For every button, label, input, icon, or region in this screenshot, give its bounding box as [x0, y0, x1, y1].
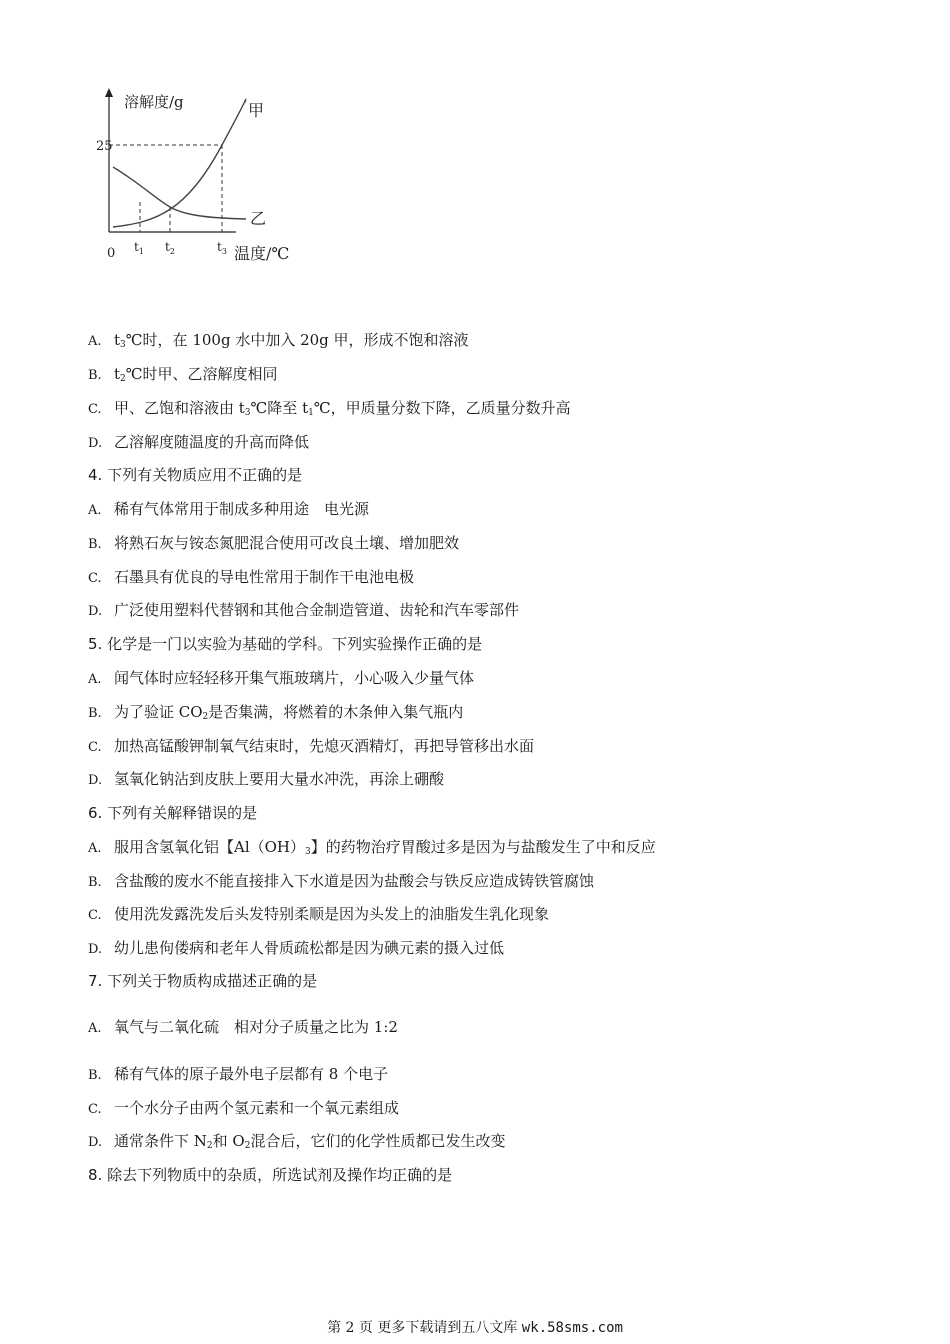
chart-svg — [96, 84, 306, 274]
q7-option-c: C. 一个水分子由两个氢元素和一个氧元素组成 — [88, 1099, 400, 1117]
q6-option-b: B. 含盐酸的废水不能直接排入下水道是因为盐酸会与铁反应造成铸铁管腐蚀 — [88, 872, 595, 890]
q7-stem: 7. 下列关于物质构成描述正确的是 — [88, 972, 318, 990]
footer-site-link[interactable]: wk.58sms.com — [521, 1320, 623, 1336]
y-axis-arrow — [105, 88, 113, 97]
series-yi-label: 乙 — [250, 209, 267, 228]
origin-label: 0 — [107, 246, 116, 261]
q7-option-d: D. 通常条件下 $N_2$和 $O_2$混合后，它们的化学性质都已发生改变 — [88, 1132, 506, 1151]
footer-text: 更多下载请到五八文库 — [372, 1320, 522, 1336]
q3-option-a-letter: A. — [88, 334, 102, 349]
page-footer — [0, 1318, 950, 1338]
solubility-chart — [96, 84, 306, 274]
series-yi-curve — [113, 167, 246, 219]
series-jia-curve — [113, 99, 246, 227]
q6-option-a: A. 服用含氢氧化铝【$Al(OH)_3$】的药物治疗胃酸过多是因为与盐酸发生了中和反应 — [88, 838, 656, 857]
y-tick-25: 25 — [96, 139, 113, 154]
q4-option-d: D. 广泛使用塑料代替钢和其他合金制造管道、齿轮和汽车零部件 — [88, 601, 520, 619]
q4-option-a: A. 稀有气体常用于制成多种用途 电光源 — [88, 500, 370, 518]
q3-option-b: B. $t_2℃$时甲、乙溶解度相同 — [88, 365, 278, 384]
q6-option-d: D. 幼儿患佝偻病和老年人骨质疏松都是因为碘元素的摄入过低 — [88, 939, 505, 957]
q3-option-b-letter: B. — [88, 368, 102, 383]
x-tick-t3: $t_3$ — [217, 240, 227, 256]
q3-option-c: C. 甲、乙饱和溶液由 $t_3℃$降至 $t_1℃$，甲质量分数下降，乙质量分数升高 — [88, 399, 571, 418]
q7-option-b: B. 稀有气体的原子最外电子层都有 8 个电子 — [88, 1065, 389, 1083]
q3-option-a: A. $t_3℃$时，在 100g 水中加入 20g 甲，形成不饱和溶液 — [88, 331, 469, 350]
q3-option-c-letter: C. — [88, 402, 102, 417]
q5-stem: 5. 化学是一门以实验为基础的学科。下列实验操作正确的是 — [88, 635, 483, 653]
series-jia-label: 甲 — [248, 101, 265, 120]
q4-stem: 4. 下列有关物质应用不正确的是 — [88, 466, 303, 484]
x-tick-t2: $t_2$ — [165, 240, 175, 256]
q5-option-b: B. 为了验证 $CO_2$是否集满，将燃着的木条伸入集气瓶内 — [88, 703, 464, 722]
q6-stem: 6. 下列有关解释错误的是 — [88, 804, 258, 822]
q6-option-c: C. 使用洗发露洗发后头发特别柔顺是因为头发上的油脂发生乳化现象 — [88, 905, 550, 923]
q5-option-c: C. 加热高锰酸钾制氧气结束时，先熄灭酒精灯，再把导管移出水面 — [88, 737, 535, 755]
q3-option-d-letter: D. — [88, 436, 103, 451]
q3-option-d: D. 乙溶解度随温度的升高而降低 — [88, 432, 309, 454]
q5-option-d: D. 氢氧化钠沾到皮肤上要用大量水冲洗，再涂上硼酸 — [88, 770, 445, 788]
x-axis-label: 温度/℃ — [234, 244, 290, 263]
q8-stem: 8. 除去下列物质中的杂质，所选试剂及操作均正确的是 — [88, 1166, 453, 1184]
q4-option-b: B. 将熟石灰与铵态氮肥混合使用可改良土壤、增加肥效 — [88, 534, 460, 552]
y-axis-label: 溶解度/g — [124, 93, 184, 111]
x-tick-t1: $t_1$ — [134, 240, 144, 256]
page-number: 第 2 页 — [327, 1320, 373, 1336]
q4-option-c: C. 石墨具有优良的导电性常用于制作干电池电极 — [88, 568, 415, 586]
q5-option-a: A. 闻气体时应轻轻移开集气瓶玻璃片，小心吸入少量气体 — [88, 669, 475, 687]
q7-option-a: A. 氧气与二氧化硫 相对分子质量之比为 1:2 — [88, 1018, 398, 1036]
